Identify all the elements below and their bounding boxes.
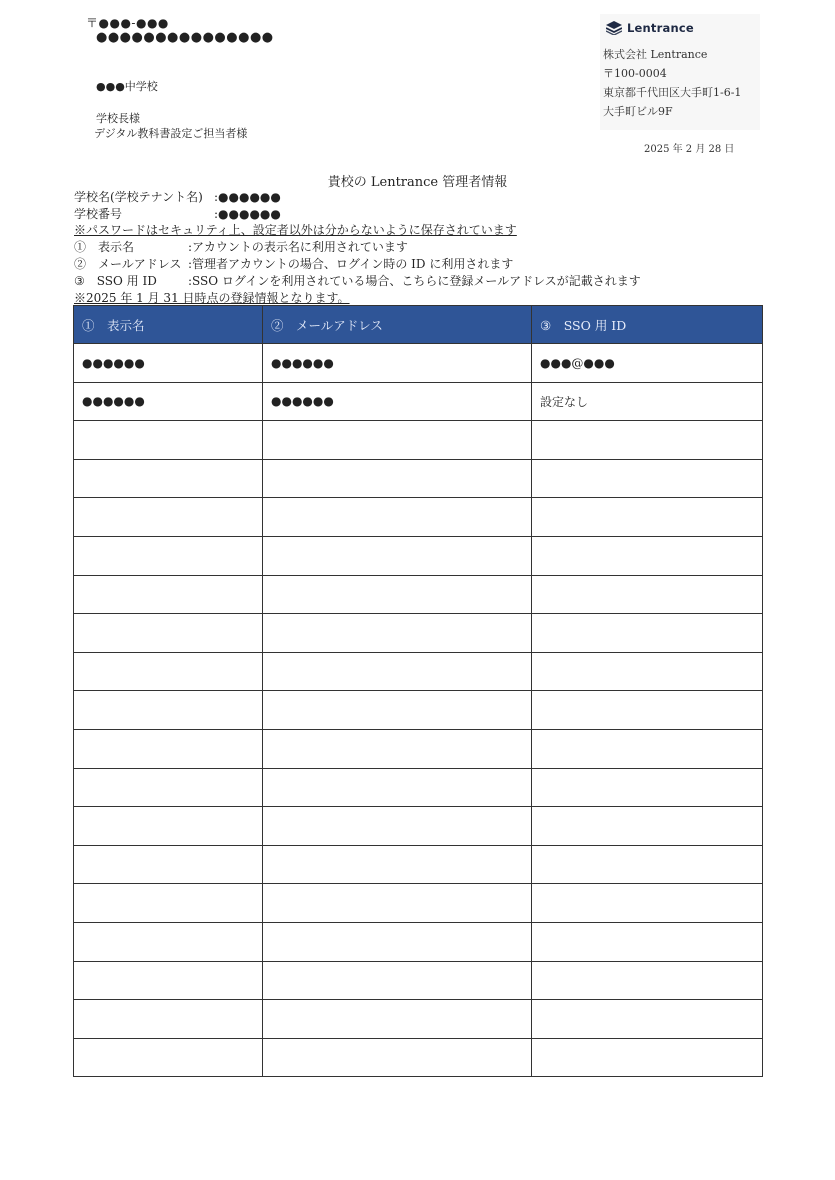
legend-item-email <box>74 256 513 272</box>
cell-display-name <box>74 807 263 846</box>
cell-display-name <box>74 421 263 460</box>
cell-display-name <box>74 729 263 768</box>
table-row <box>74 922 763 961</box>
cell-display-name <box>74 922 263 961</box>
cell-display-name <box>74 575 263 614</box>
cell-display-name: ●●●●●● <box>74 344 263 383</box>
cell-sso-id <box>532 884 763 923</box>
table-row <box>74 382 763 421</box>
cell-email <box>263 652 532 691</box>
stacked-layers-icon <box>606 21 622 35</box>
cell-email: ●●●●●● <box>263 344 532 383</box>
cell-sso-id <box>532 1038 763 1077</box>
cell-email <box>263 498 532 537</box>
cell-email <box>263 1038 532 1077</box>
registration-date-note: ※2025 年 1 月 31 日時点の登録情報となります。 <box>74 291 350 305</box>
legend-item1-label: ① 表示名 <box>74 240 135 254</box>
recipient-principal: 学校長様 <box>96 112 140 125</box>
company-logo <box>606 20 694 36</box>
cell-sso-id <box>532 575 763 614</box>
cell-sso-id <box>532 807 763 846</box>
legend-item1-desc: :アカウントの表示名に利用されています <box>188 240 408 254</box>
table-row <box>74 614 763 653</box>
table-row <box>74 884 763 923</box>
cell-email <box>263 1000 532 1039</box>
school-number-label: 学校番号 <box>74 207 123 221</box>
table-row <box>74 845 763 884</box>
cell-sso-id <box>532 614 763 653</box>
legend-item-sso-id <box>74 273 641 289</box>
table-row <box>74 459 763 498</box>
cell-email <box>263 421 532 460</box>
column-header-email: ② メールアドレス <box>263 306 532 344</box>
cell-display-name <box>74 1038 263 1077</box>
table-row <box>74 344 763 383</box>
legend-item3-desc: :SSO ログインを利用されている場合、こちらに登録メールアドレスが記載されます <box>188 274 641 288</box>
cell-sso-id: ●●●@●●● <box>532 344 763 383</box>
admin-info-table <box>73 305 763 1077</box>
cell-display-name <box>74 845 263 884</box>
cell-display-name <box>74 459 263 498</box>
cell-email <box>263 884 532 923</box>
cell-email <box>263 536 532 575</box>
cell-email <box>263 575 532 614</box>
table-row <box>74 691 763 730</box>
school-name-label: 学校名(学校テナント名) <box>74 190 203 204</box>
cell-display-name <box>74 652 263 691</box>
table-row <box>74 768 763 807</box>
document-title: 貴校の Lentrance 管理者情報 <box>327 175 508 190</box>
legend-item2-desc: :管理者アカウントの場合、ログイン時の ID に利用されます <box>188 257 514 271</box>
cell-sso-id <box>532 652 763 691</box>
cell-email <box>263 845 532 884</box>
logo-wordmark: Lentrance <box>627 21 694 35</box>
table-row <box>74 729 763 768</box>
table-row <box>74 961 763 1000</box>
table-row <box>74 1000 763 1039</box>
sender-postal-code: 〒100-0004 <box>603 67 667 80</box>
cell-email <box>263 729 532 768</box>
table-row <box>74 1038 763 1077</box>
cell-sso-id: 設定なし <box>532 382 763 421</box>
table-body <box>74 344 763 1077</box>
recipient-address: ●●●●●●●●●●●●●●● <box>96 30 274 45</box>
cell-email <box>263 807 532 846</box>
cell-email <box>263 459 532 498</box>
cell-sso-id <box>532 768 763 807</box>
cell-display-name <box>74 1000 263 1039</box>
recipient-contact: デジタル教科書設定ご担当者様 <box>94 127 248 140</box>
password-note: ※パスワードはセキュリティ上、設定者以外は分からないように保存されています <box>74 223 517 237</box>
cell-display-name <box>74 498 263 537</box>
cell-sso-id <box>532 498 763 537</box>
column-header-sso-id: ③ SSO 用 ID <box>532 306 763 344</box>
cell-email <box>263 768 532 807</box>
cell-email <box>263 614 532 653</box>
school-name-value: :●●●●●● <box>214 190 281 204</box>
cell-email: ●●●●●● <box>263 382 532 421</box>
cell-display-name <box>74 614 263 653</box>
table-header-row <box>74 306 763 344</box>
column-header-display-name: ① 表示名 <box>74 306 263 344</box>
cell-sso-id <box>532 691 763 730</box>
cell-sso-id <box>532 845 763 884</box>
recipient-school-name: ●●●中学校 <box>96 80 158 93</box>
cell-sso-id <box>532 922 763 961</box>
cell-sso-id <box>532 961 763 1000</box>
school-name-line <box>74 189 281 205</box>
school-number-line <box>74 206 281 222</box>
cell-sso-id <box>532 729 763 768</box>
cell-sso-id <box>532 536 763 575</box>
school-number-value: :●●●●●● <box>214 207 281 221</box>
table-row <box>74 498 763 537</box>
sender-address-line2: 大手町ビル9F <box>603 105 673 118</box>
cell-display-name <box>74 536 263 575</box>
document-date: 2025 年 2 月 28 日 <box>644 144 735 155</box>
cell-email <box>263 691 532 730</box>
table-row <box>74 807 763 846</box>
cell-sso-id <box>532 1000 763 1039</box>
table-row <box>74 652 763 691</box>
table-row <box>74 575 763 614</box>
legend-item-display-name <box>74 239 408 255</box>
table-row <box>74 421 763 460</box>
cell-display-name: ●●●●●● <box>74 382 263 421</box>
cell-display-name <box>74 884 263 923</box>
recipient-postal-code: 〒●●●-●●● <box>86 16 169 30</box>
cell-display-name <box>74 961 263 1000</box>
table-row <box>74 536 763 575</box>
sender-address-line1: 東京都千代田区大手町1-6-1 <box>603 86 742 99</box>
cell-email <box>263 961 532 1000</box>
cell-display-name <box>74 768 263 807</box>
cell-display-name <box>74 691 263 730</box>
cell-sso-id <box>532 459 763 498</box>
legend-item2-label: ② メールアドレス <box>74 257 182 271</box>
cell-sso-id <box>532 421 763 460</box>
legend-item3-label: ③ SSO 用 ID <box>74 274 157 288</box>
cell-email <box>263 922 532 961</box>
sender-company: 株式会社 Lentrance <box>603 48 708 61</box>
